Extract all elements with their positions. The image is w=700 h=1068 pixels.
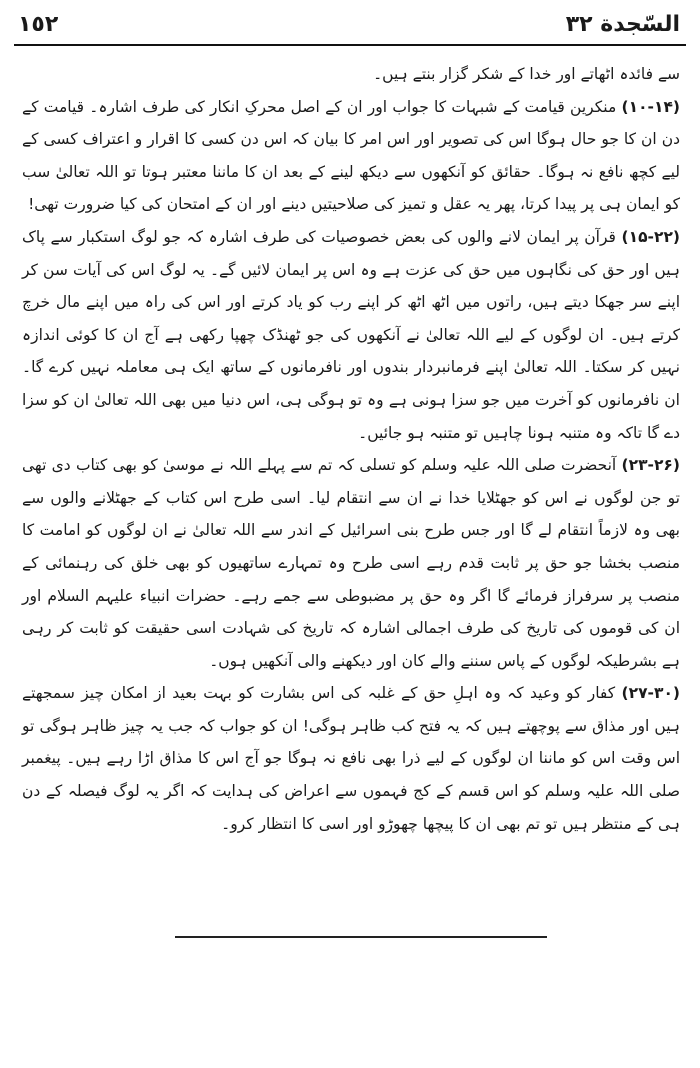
paragraph-text: قرآن پر ایمان لانے والوں کی بعض خصوصیات کی طرف اشارہ کہ جو لوگ استکبار سے پاک ہیں اور حق کی نگاہوں میں حق کی عزت ہے وہ اس پر ایمان لائیں گے۔ یہ لوگ اس کی آیات سن کر اپنے سر جھکا دیتے ہیں، راتوں میں اٹھ اٹھ کر اپنے رب کو یاد کرتے اور اس کی راہ میں اپنے مال خرچ کرتے ہیں۔ ان لوگوں کے لیے اللہ تعالیٰ نے آنکھوں کی جو ٹھنڈک چھپا رکھی ہے آج ان کا کوئی اندازہ نہیں کر سکتا۔ اللہ تعالیٰ اپنے فرمانبردار بندوں اور نافرمانوں کے ساتھ ایک ہی معاملہ نہیں کرے گا۔ ان نافرمانوں کو آخرت میں جو سزا ہونی ہے وہ تو ہوگی ہی، اس دنیا میں بھی اللہ تعالیٰ ان کو سزا دے گا تاکہ وہ متنبہ ہونا چاہیں تو متنبہ ہو جائیں۔ bbox=[22, 227, 680, 442]
page-header bbox=[14, 6, 686, 46]
running-title: السّجدة ٣٢ bbox=[565, 12, 680, 37]
body-text bbox=[22, 58, 680, 840]
verse-reference: (۱۰-۱۴) bbox=[621, 97, 680, 116]
page-number: ١٥٢ bbox=[18, 12, 59, 37]
header-rule bbox=[14, 44, 686, 46]
paragraph-text: منکرین قیامت کے شبہات کا جواب اور ان کے اصل محرکِ انکار کی طرف اشارہ۔ قیامت کے دن ان کا جو حال ہوگا اس کی تصویر اور اس امر کا بیان کہ اس دن کسی کا اقرار و اعتراف کسی کے لیے کچھ نافع نہ ہوگا۔ حقائق کو آنکھوں سے دیکھ لینے کے بعد ان کا ماننا معتبر ہوتا تو اللہ تعالیٰ سب کو ایمان ہی پر پیدا کرتا، پھر یہ عقل و تمیز کی صلاحیتیں دینے اور ان کے امتحان کی کیا ضرورت تھی! bbox=[22, 97, 680, 214]
paragraph-verses-23-26 bbox=[22, 449, 680, 677]
paragraph-verses-15-22 bbox=[22, 221, 680, 449]
paragraph-verses-10-14 bbox=[22, 91, 680, 221]
verse-reference: (۱۵-۲۲) bbox=[621, 227, 680, 246]
paragraph-text: آنحضرت صلی اللہ علیہ وسلم کو تسلی کہ تم سے پہلے اللہ نے موسیٰ کو بھی کتاب دی تھی تو جن لوگوں نے اس کو جھٹلایا خدا نے ان سے انتقام لیا۔ اسی طرح اس کتاب کے جھٹلانے والوں سے بھی وہ لازماً انتقام لے گا اور جس طرح بنی اسرائیل کے اندر سے اللہ تعالیٰ نے ان لوگوں کو امامت کا منصب بخشا جو حق پر ثابت قدم رہے اسی طرح وہ تمہارے ساتھیوں کو بھی خلق کی رہنمائی کے منصب پر سرفراز فرمائے گا اگر وہ حق پر مضبوطی سے جمے رہے۔ حضرات انبیاء علیہم السلام اور ان کی قوموں کی تاریخ کی طرف اجمالی اشارہ کہ تاریخ کی شہادت اسی حقیقت کو ثابت کر رہی ہے بشرطیکہ لوگوں کے پاس سننے والے کان اور دیکھنے والی آنکھیں ہوں۔ bbox=[22, 456, 680, 670]
verse-reference: (۲۷-۳۰) bbox=[621, 684, 680, 703]
paragraph-continuation bbox=[22, 58, 680, 91]
paragraph-verses-27-30 bbox=[22, 677, 680, 840]
paragraph-text: سے فائدہ اٹھاتے اور خدا کے شکر گزار بنتے ہیں۔ bbox=[373, 65, 680, 83]
paragraph-text: کفار کو وعید کہ وہ اہلِ حق کے غلبہ کی اس بشارت کو بہت بعید از امکان چیز سمجھتے ہیں اور مذاق سے پوچھتے ہیں کہ یہ فتح کب ظاہر ہوگی! ان کو جواب کہ جب یہ چیز ظاہر ہوگی تو اس وقت اس کو ماننا ان لوگوں کے لیے ذرا بھی نافع نہ ہوگا جو آج اس کا مذاق اڑا رہے ہیں۔ پیغمبر صلی اللہ علیہ وسلم کو اس قسم کے کج فہموں سے اعراض کی ہدایت کہ اگر یہ لوگ فیصلہ کے دن ہی کے منتظر ہیں تو تم بھی ان کا پیچھا چھوڑو اور اسی کا انتظار کرو۔ bbox=[22, 684, 680, 833]
footer-rule bbox=[175, 936, 547, 938]
verse-reference: (۲۳-۲۶) bbox=[621, 456, 680, 475]
